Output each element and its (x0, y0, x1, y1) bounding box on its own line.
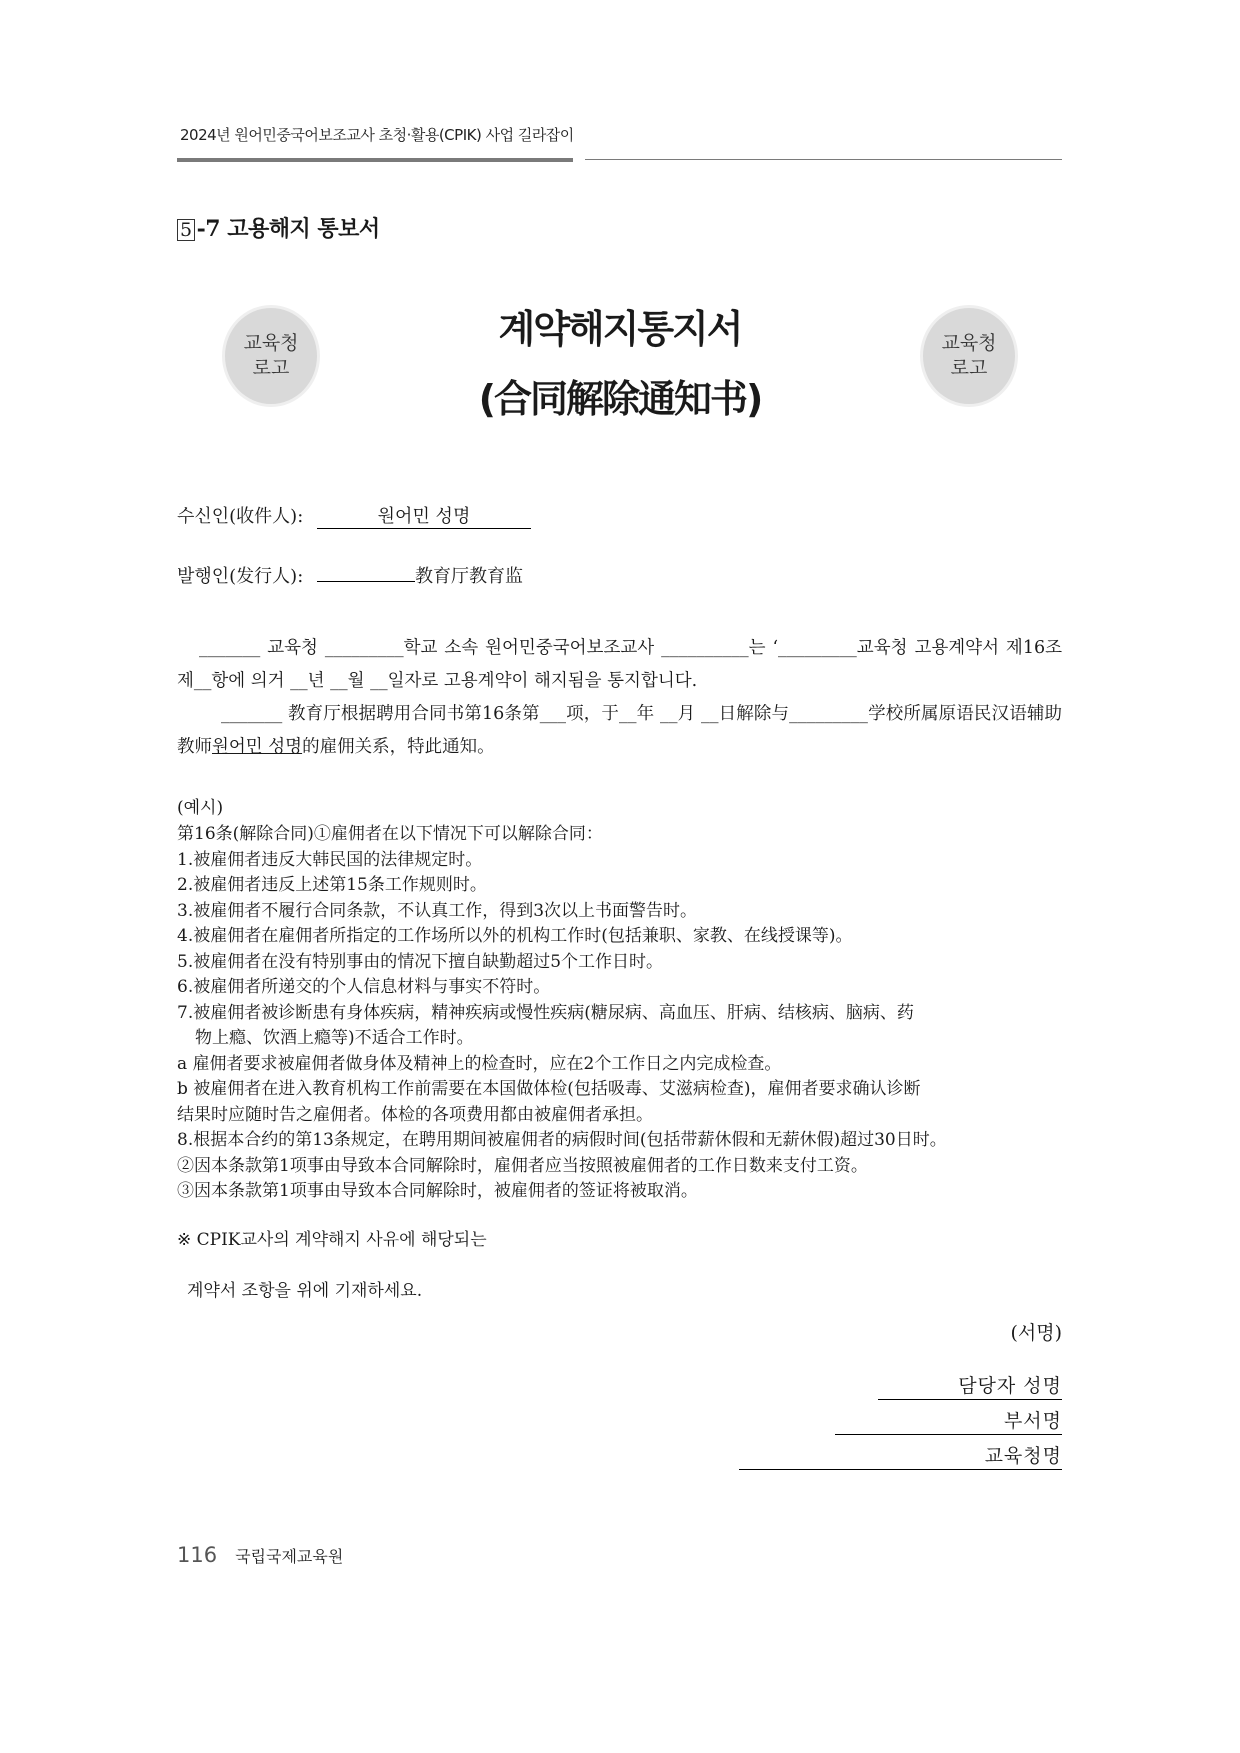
clause-line: 7.被雇佣者被诊断患有身体疾病，精神疾病或慢性疾病(糖尿病、高血压、肝病、结核病、脑病、药 (177, 1002, 914, 1023)
clause-line: 1.被雇佣者违反大韩民国的法律规定时。 (177, 849, 483, 870)
clause-line: 4.被雇佣者在雇佣者所指定的工作场所以外的机构工作时(包括兼职、家教、在线授课等)。 (177, 926, 853, 946)
issuer-blank-line (317, 563, 415, 582)
clause-line: 5.被雇佣者在没有特别事由的情况下擅自缺勤超过5个工作日时。 (177, 951, 664, 972)
clause-line: 第16条(解除合同)①雇佣者在以下情况下可以解除合同： (177, 824, 603, 844)
issuer-field (177, 562, 523, 588)
issuer-value: 教育厅教育监 (415, 566, 524, 587)
header-rule-thin (585, 159, 1062, 160)
recipient-field (177, 502, 531, 529)
page-footer (177, 1543, 343, 1567)
section-heading (177, 212, 380, 243)
section-number-box: 5 (177, 219, 195, 241)
logo-text-line2: 로고 (252, 357, 290, 379)
signature-office-name: 교육청명 (739, 1441, 1062, 1470)
clause-line: 6.被雇佣者所递交的个人信息材料与事实不符时。 (177, 977, 551, 997)
issuer-label: 발행인(发行人): (177, 566, 304, 587)
example-clause-list (177, 822, 1067, 1205)
instruction-note-line2: 계약서 조항을 위에 기재하세요. (187, 1281, 423, 1301)
notice-text-korean: _______ 교육청 _________학교 소속 원어민중국어보조교사 __________는 ‘_________교육청 고용계약서 제16조 제__항에 의거 __년 __월 __일자로 고용계약이 해지됨을 통지합니다. (177, 638, 1062, 691)
teacher-name-placeholder: 원어민 성명 (212, 737, 303, 757)
logo-text-line1: 교육청 (243, 332, 299, 354)
clause-line: 2.被雇佣者违反上述第15条工作规则时。 (177, 875, 487, 895)
notice-paragraph-korean (177, 632, 1062, 698)
document-title-chinese: (合同解除通知书) (478, 377, 762, 421)
example-label: (예시) (177, 798, 224, 818)
clause-line: a 雇佣者要求被雇佣者做身体及精神上的检查时，应在2个工作日之内完成检查。 (177, 1053, 782, 1074)
header-rule-thick (177, 158, 573, 162)
clause-line: 结果时应随时告之雇佣者。体检的各项费用都由被雇佣者承担。 (177, 1104, 653, 1125)
clause-line: 物上瘾、饮酒上瘾等)不适合工作时。 (195, 1028, 474, 1048)
clause-line: b 被雇佣者在进入教育机构工作前需要在本国做体检(包括吸毒、艾滋病检查)，雇佣者要求确认诊断 (177, 1079, 921, 1099)
section-title: 고용해지 통보서 (227, 216, 380, 242)
clause-line: ③因本条款第1项事由导致本合同解除时，被雇佣者的签证将被取消。 (177, 1181, 698, 1201)
signature-label: (서명) (1010, 1322, 1062, 1344)
document-title-korean: 계약해지통지서 (498, 307, 742, 351)
notice-text-chinese-before: _______ 教育厅根据聘用合同书第16条第___项，于__年 __月 __日解除与_________学校所属原语民汉语辅助教师 (177, 704, 1062, 757)
signature-department: 부서명 (835, 1406, 1062, 1435)
recipient-label: 수신인(收件人): (177, 506, 304, 527)
section-suffix: -7 (196, 216, 221, 242)
logo-text-line1: 교육청 (941, 332, 997, 354)
signature-person-name: 담당자 성명 (878, 1371, 1062, 1400)
recipient-value: 원어민 성명 (317, 502, 531, 529)
clause-line: 8.根据本合约的第13条规定，在聘用期间被雇佣者的病假时间(包括带薪休假和无薪休假)超过30日时。 (177, 1130, 947, 1150)
clause-line: 3.被雇佣者不履行合同条款，不认真工作，得到3次以上书面警告时。 (177, 900, 698, 921)
instruction-note-line1: ※ CPIK교사의 계약해지 사유에 해당되는 (177, 1230, 487, 1250)
running-header: 2024년 원어민중국어보조교사 초청·활용(CPIK) 사업 길라잡이 (180, 126, 574, 144)
page-number: 116 (177, 1543, 218, 1567)
footer-organization: 국립국제교육원 (235, 1547, 344, 1566)
notice-text-chinese-after: 的雇佣关系，特此通知。 (302, 737, 495, 757)
clause-line: ②因本条款第1项事由导致本合同解除时，雇佣者应当按照被雇佣者的工作日数来支付工资。 (177, 1155, 868, 1176)
notice-paragraph-chinese (177, 698, 1062, 764)
logo-text-line2: 로고 (950, 357, 988, 379)
